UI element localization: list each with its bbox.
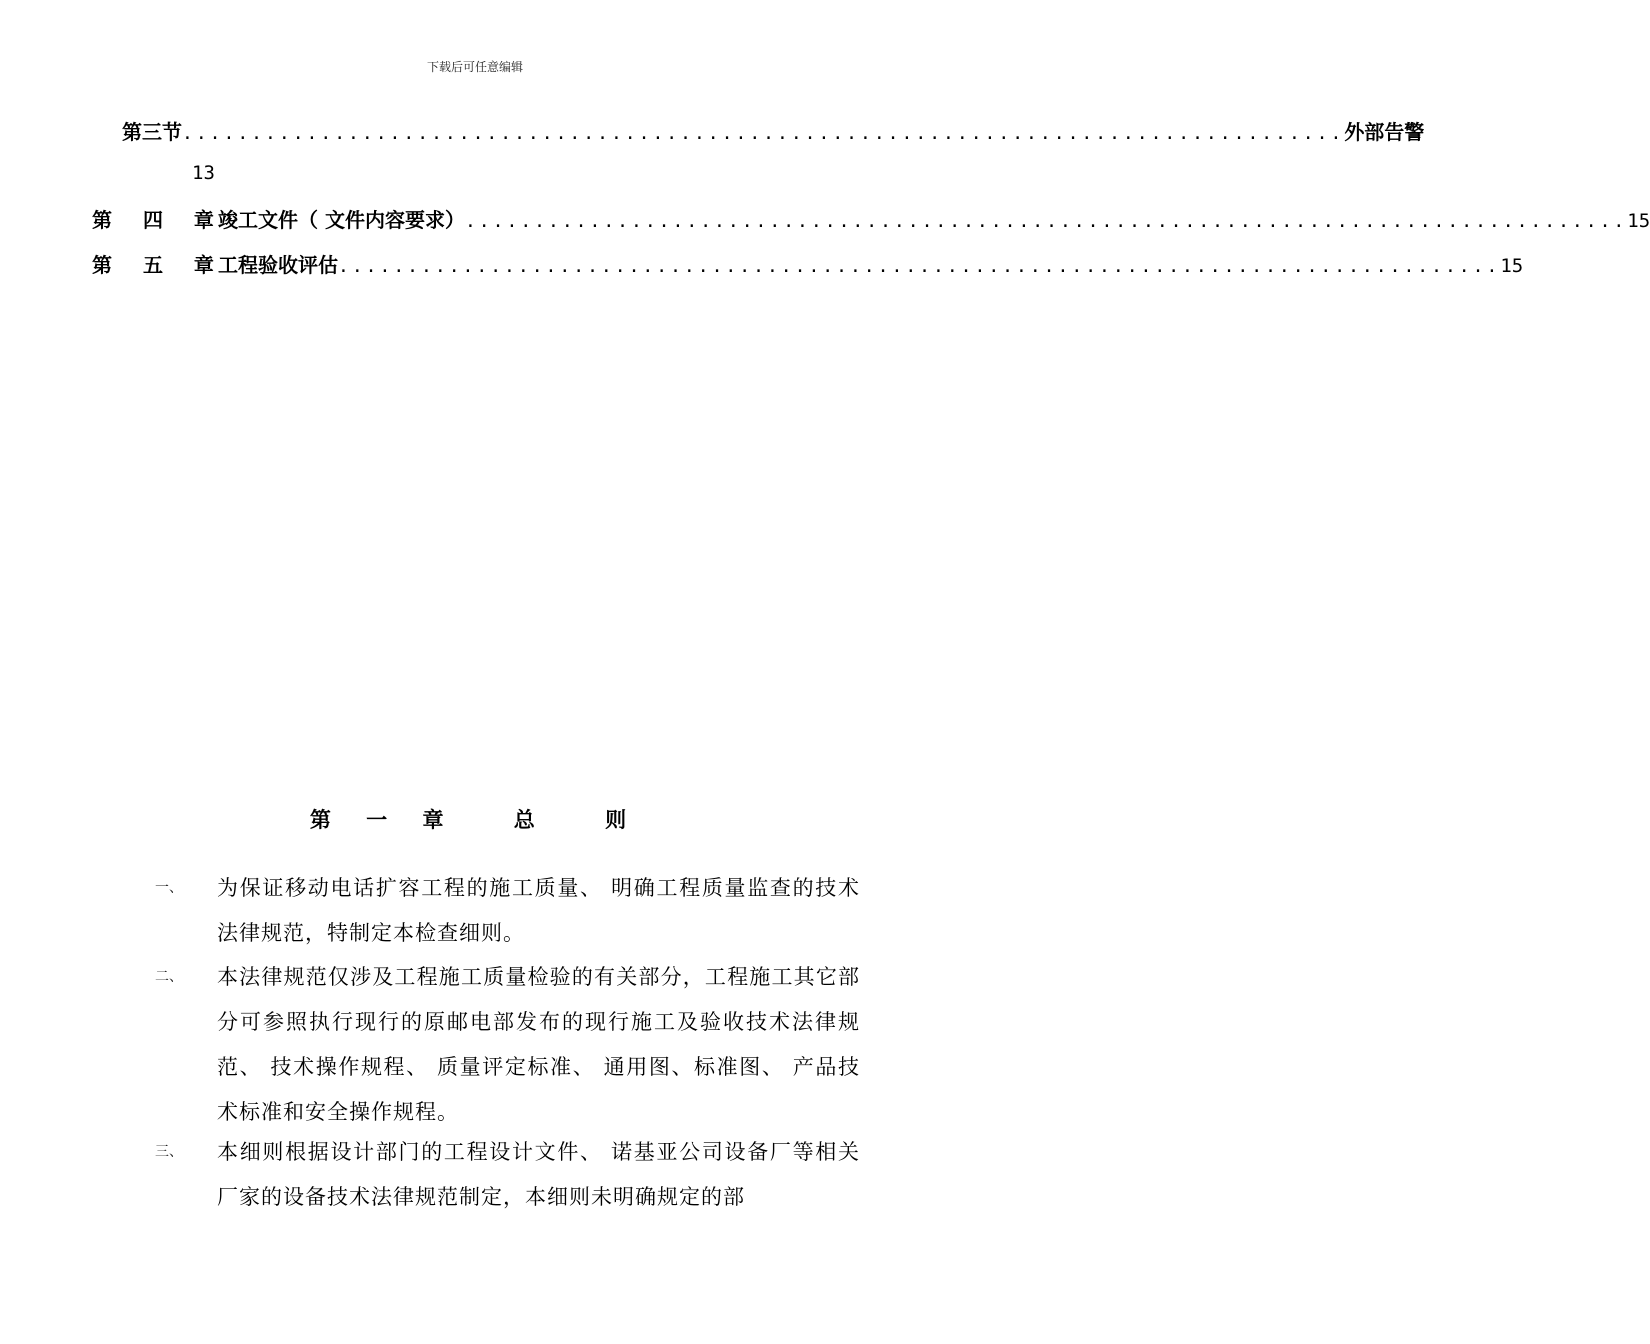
toc-chapter-title: 竣工文件（ 文件内容要求） xyxy=(218,208,465,232)
list-item xyxy=(155,1130,860,1220)
toc-leader-dots: .................................................................................... xyxy=(338,256,1501,277)
toc-page: 外部告警 xyxy=(1344,120,1425,144)
toc-chapter-title: 工程验收评估 xyxy=(218,253,338,277)
chapter-title: 第 一 章 总 则 xyxy=(309,808,641,832)
list-item xyxy=(155,955,860,1135)
toc-page-number: 13 xyxy=(192,162,215,184)
item-text: 本细则根据设计部门的工程设计文件、 诺基亚公司设备厂等相关厂家的设备技术法律规范制定，本细则未明确规定的部 xyxy=(217,1140,860,1209)
list-item xyxy=(155,866,860,956)
toc-entry-chapter-5[interactable] xyxy=(92,249,1524,278)
toc-entry-section-3[interactable] xyxy=(122,116,1425,145)
item-marker: 三、 xyxy=(155,1144,183,1160)
page-header: 下载后可任意编辑 xyxy=(426,60,523,74)
item-text: 本法律规范仅涉及工程施工质量检验的有关部分，工程施工其它部分可参照执行现行的原邮电部发布的现行施工及验收技术法律规范、 技术操作规程、 质量评定标准、 通用图、标准图、 产品技术标准和安全操作规程。 xyxy=(217,965,860,1124)
toc-chapter-number: 第 五 章 xyxy=(92,253,226,277)
toc-page: 15 xyxy=(1500,255,1524,277)
toc-leader-dots: .................................................................................... xyxy=(464,211,1628,232)
toc-label: 第三节 xyxy=(122,120,182,144)
toc-entry-chapter-4[interactable] xyxy=(92,204,1650,233)
toc-leader-dots: .................................................................................... xyxy=(182,123,1345,144)
toc-page: 15 xyxy=(1627,210,1650,232)
toc-chapter-number: 第 四 章 xyxy=(92,208,226,232)
item-marker: 二、 xyxy=(155,969,183,985)
item-marker: 一、 xyxy=(155,880,183,896)
item-text: 为保证移动电话扩容工程的施工质量、 明确工程质量监查的技术法律规范，特制定本检查细则。 xyxy=(217,876,860,945)
